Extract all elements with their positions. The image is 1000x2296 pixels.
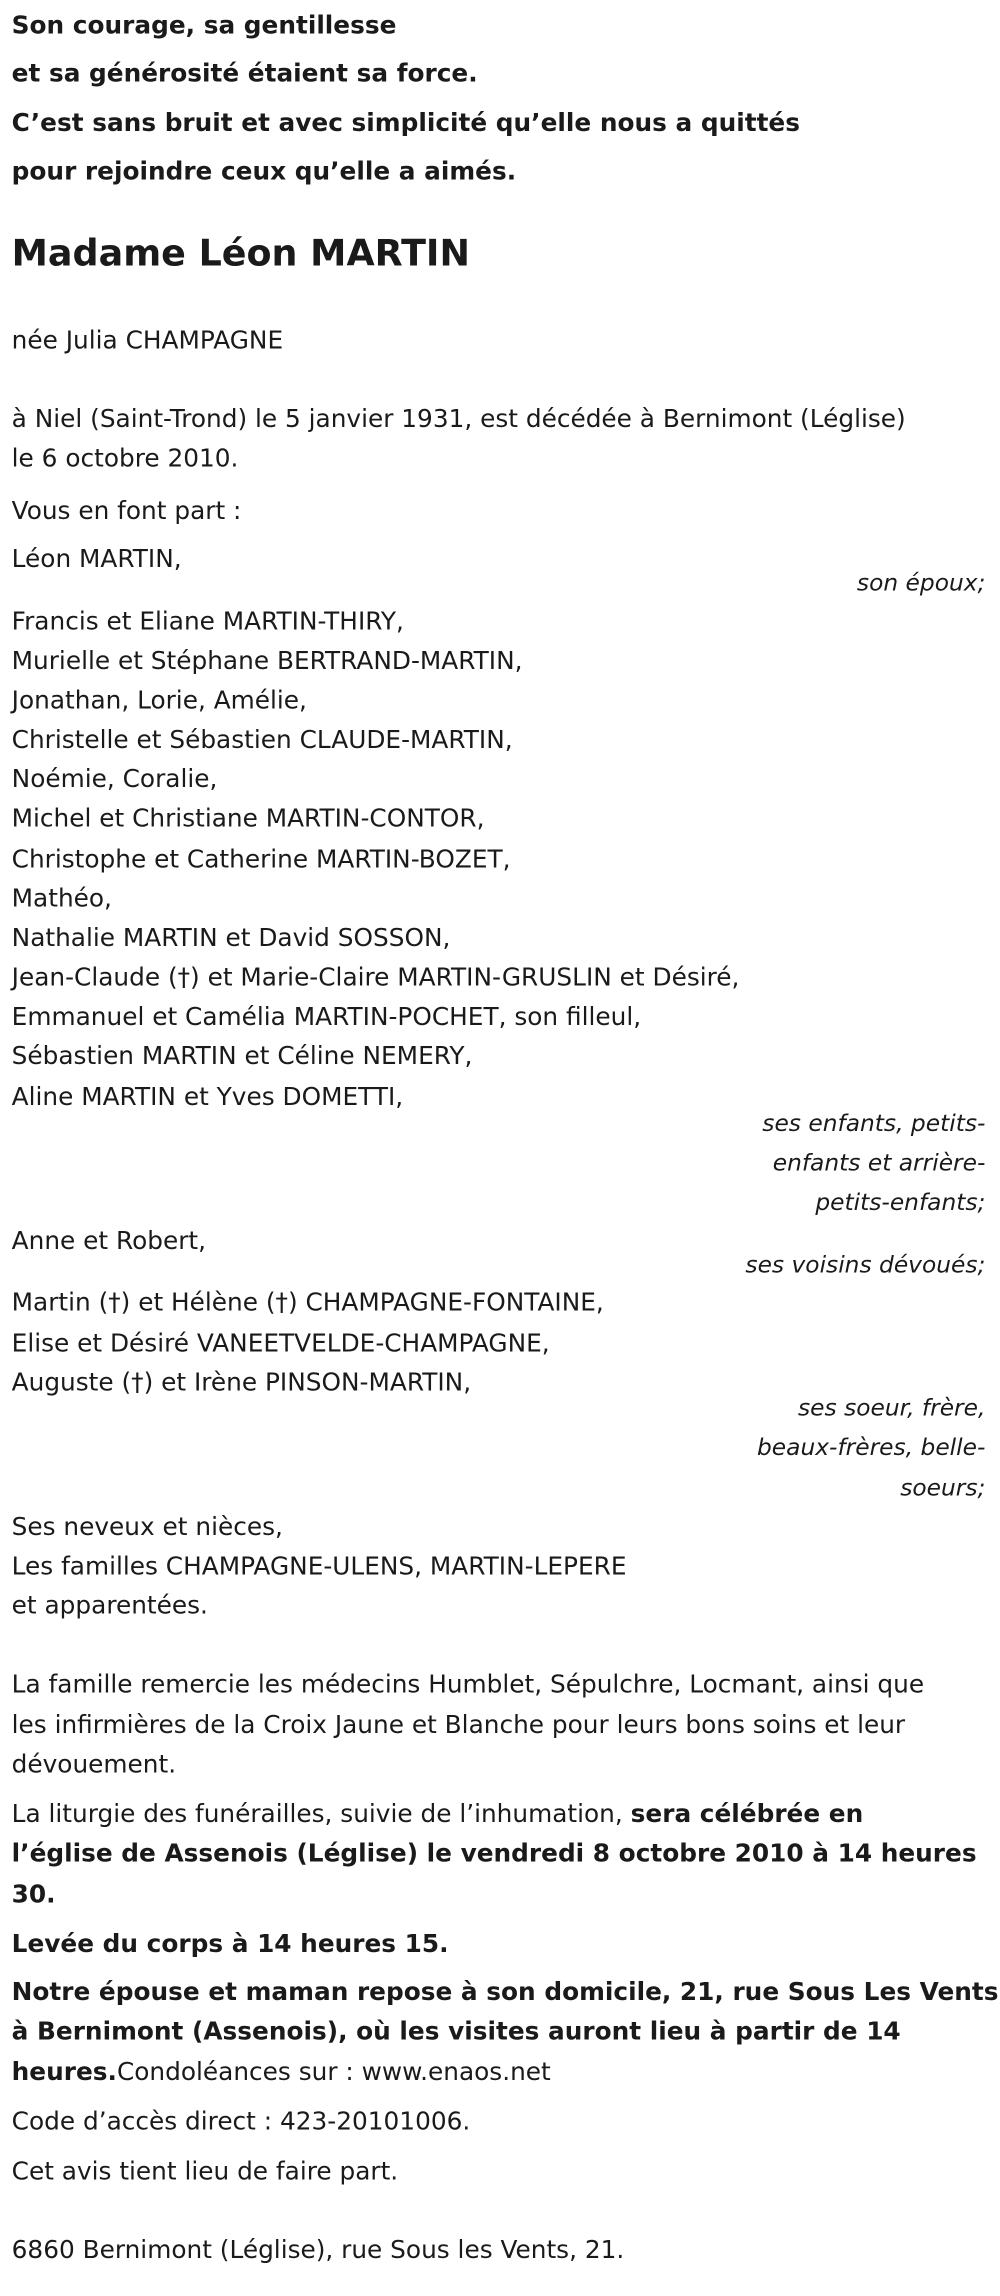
neighbours-name: Anne et Robert, — [11, 1227, 207, 1257]
deceased-name: Madame Léon MARTIN — [11, 231, 470, 275]
condolences-text: Condoléances sur : www.enaos.net — [116, 2058, 551, 2088]
address-line: 6860 Bernimont (Léglise), rue Sous les Vents, 21. — [11, 2236, 625, 2266]
access-code: Code d’accès direct : 423-20101006. — [11, 2107, 471, 2137]
home-line: à Bernimont (Assenois), où les visites auront lieu à partir de 14 — [11, 2017, 901, 2047]
home-line: Notre épouse et maman repose à son domicile, 21, rue Sous Les Vents — [11, 1978, 999, 2008]
siblings-relation: soeurs; — [900, 1473, 986, 1502]
family-member: Sébastien MARTIN et Céline NEMERY, — [11, 1042, 473, 1072]
thanks-line: les infirmières de la Croix Jaune et Blanche pour leurs bons soins et leur — [11, 1711, 906, 1741]
others-line: Les familles CHAMPAGNE-ULENS, MARTIN-LEPERE — [11, 1552, 627, 1582]
neighbours-relation: ses voisins dévoués; — [745, 1250, 986, 1279]
levee-line: Levée du corps à 14 heures 15. — [11, 1929, 449, 1960]
sibling-line: Auguste (†) et Irène PINSON-MARTIN, — [11, 1368, 472, 1398]
dates-line: à Niel (Saint-Trond) le 5 janvier 1931, est décédée à Bernimont (Léglise) — [11, 405, 906, 435]
siblings-relation: ses soeur, frère, — [797, 1393, 986, 1422]
intro-line: pour rejoindre ceux qu’elle a aimés. — [11, 157, 517, 187]
thanks-line: La famille remercie les médecins Humblet, Sépulchre, Locmant, ainsi que — [11, 1670, 925, 1700]
thanks-line: dévouement. — [11, 1750, 177, 1780]
intro-line: C’est sans bruit et avec simplicité qu’elle nous a quittés — [11, 109, 800, 139]
family-member: Christelle et Sébastien CLAUDE-MARTIN, — [11, 725, 513, 756]
children-relation: enfants et arrière- — [772, 1148, 986, 1177]
family-member: Francis et Eliane MARTIN-THIRY, — [11, 607, 404, 638]
spouse-relation: son époux; — [856, 568, 986, 597]
funeral-highlight: l’église de Assenois (Léglise) le vendredi 8 octobre 2010 à 14 heures — [11, 1839, 977, 1869]
sibling-line: Martin (†) et Hélène (†) CHAMPAGNE-FONTAINE, — [11, 1288, 604, 1318]
family-member: Aline MARTIN et Yves DOMETTI, — [11, 1083, 404, 1113]
family-member: Noémie, Coralie, — [11, 765, 218, 795]
home-line — [12, 2058, 551, 2087]
family-member: Emmanuel et Camélia MARTIN-POCHET, son filleul, — [11, 1002, 642, 1033]
others-line: et apparentées. — [11, 1591, 208, 1621]
birth-name: née Julia CHAMPAGNE — [11, 326, 284, 356]
siblings-relation: beaux-frères, belle- — [757, 1432, 986, 1461]
notice-line: Cet avis tient lieu de faire part. — [11, 2157, 399, 2187]
funeral-text: La liturgie des funérailles, suivie de l’inhumation, — [11, 1800, 631, 1830]
sibling-line: Elise et Désiré VANEETVELDE-CHAMPAGNE, — [11, 1329, 550, 1359]
funeral-highlight: sera célébrée en — [630, 1800, 864, 1830]
family-member: Christophe et Catherine MARTIN-BOZET, — [11, 845, 511, 875]
announce-line: Vous en font part : — [11, 497, 242, 527]
family-member: Nathalie MARTIN et David SOSSON, — [11, 924, 451, 954]
intro-line: Son courage, sa gentillesse — [11, 11, 397, 41]
family-member: Michel et Christiane MARTIN-CONTOR, — [11, 804, 485, 834]
family-member: Jean-Claude (†) et Marie-Claire MARTIN-GRUSLIN et Désiré, — [11, 963, 740, 993]
family-member: Murielle et Stéphane BERTRAND-MARTIN, — [11, 647, 523, 677]
funeral-line — [12, 1800, 864, 1829]
children-relation: ses enfants, petits- — [762, 1109, 986, 1138]
spouse-name: Léon MARTIN, — [11, 545, 182, 575]
family-member: Mathéo, — [11, 884, 112, 914]
children-relation: petits-enfants; — [815, 1188, 986, 1216]
others-line: Ses neveux et nièces, — [11, 1513, 283, 1543]
funeral-highlight: 30. — [11, 1880, 56, 1910]
home-highlight: heures. — [11, 2058, 117, 2088]
intro-line: et sa générosité étaient sa force. — [11, 59, 478, 89]
dates-line: le 6 octobre 2010. — [11, 444, 239, 474]
family-member: Jonathan, Lorie, Amélie, — [11, 686, 307, 716]
